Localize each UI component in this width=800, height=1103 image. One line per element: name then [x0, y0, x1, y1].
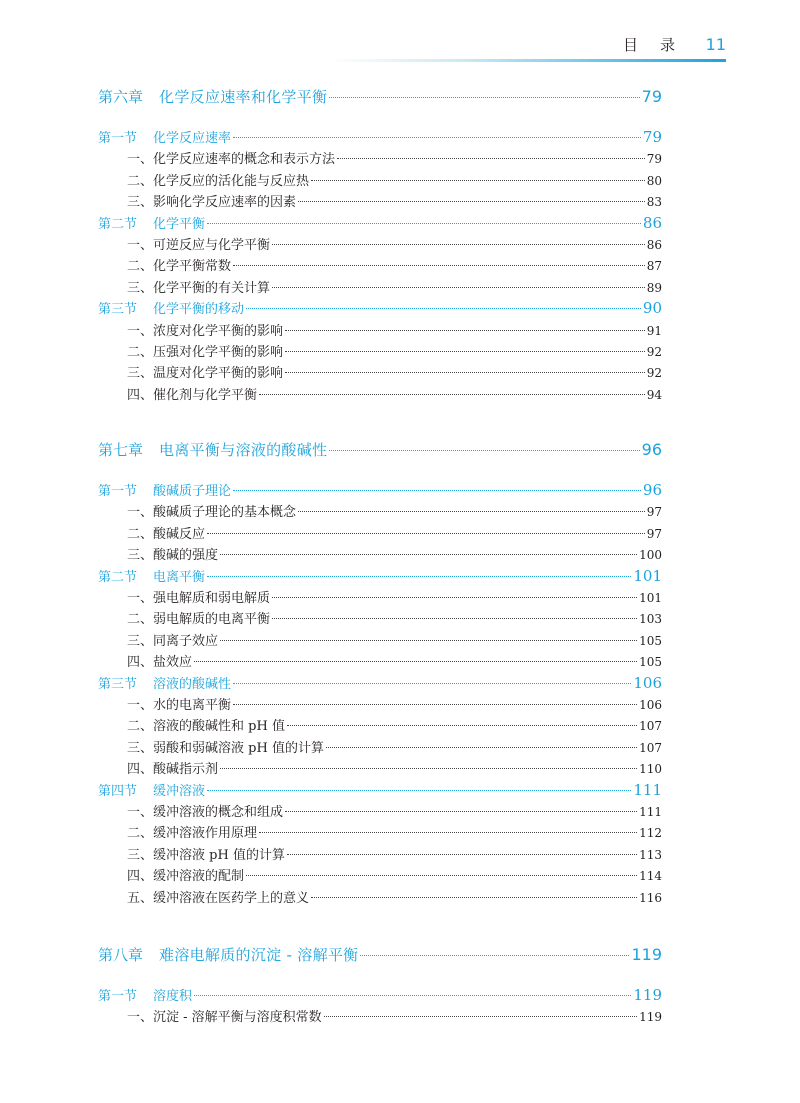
chapter-entry-page-number: 96 [641, 440, 662, 459]
dot-leader [272, 244, 645, 245]
toc-item-page-number: 111 [639, 805, 662, 819]
toc-item-page-number: 103 [639, 612, 662, 627]
toc-item[interactable] [127, 887, 662, 906]
page-header [0, 0, 800, 70]
toc-item-title: 缓冲溶液作用原理 [153, 826, 258, 842]
section-entry-page-number: 86 [642, 213, 662, 232]
section-entry-number: 第一节 [98, 989, 138, 1004]
section-entry-title: 溶液的酸碱性 [153, 676, 232, 692]
toc-item-page-number: 107 [639, 740, 662, 755]
toc-item[interactable] [127, 501, 662, 520]
section-entry-page-number: 96 [642, 481, 662, 499]
dot-leader [329, 97, 639, 98]
header-title: 目录 [622, 36, 697, 54]
toc-item[interactable] [127, 544, 662, 563]
section-entry-page-number: 106 [633, 673, 662, 692]
dot-leader [207, 790, 631, 791]
section-entry[interactable] [98, 213, 662, 232]
toc-item-title: 酸碱的强度 [153, 548, 219, 564]
dot-leader [272, 287, 645, 288]
toc-item-page-number: 110 [639, 762, 662, 777]
section-entry-number: 第三节 [98, 676, 138, 692]
toc-item-page-number: 119 [639, 1010, 662, 1025]
section-entry[interactable] [98, 298, 662, 317]
toc-item[interactable] [127, 844, 662, 863]
chapter-entry-number: 第六章 [98, 88, 144, 106]
section-entry[interactable] [98, 673, 662, 692]
toc-item-page-number: 97 [646, 526, 662, 541]
toc-item[interactable] [127, 651, 662, 670]
toc-item-title: 溶液的酸碱性和 pH 值 [153, 719, 285, 735]
section-entry[interactable] [98, 780, 662, 799]
toc-item-title: 酸碱指示剂 [153, 762, 219, 778]
dot-leader [287, 725, 637, 726]
dot-leader [220, 554, 637, 555]
toc-item-title: 缓冲溶液的概念和组成 [153, 805, 284, 820]
toc-item[interactable] [127, 608, 662, 627]
dot-leader [220, 768, 637, 769]
section-entry[interactable] [98, 985, 662, 1004]
header-page-number: 11 [705, 35, 726, 54]
toc-item-title: 缓冲溶液的配制 [153, 869, 245, 885]
section-entry[interactable] [98, 127, 662, 146]
dot-leader [285, 351, 645, 352]
toc-item[interactable] [127, 801, 662, 820]
toc-item-title: 盐效应 [153, 655, 193, 671]
dot-leader [298, 511, 645, 512]
chapter-entry-page-number: 79 [641, 87, 662, 106]
toc-item-page-number: 91 [646, 323, 662, 338]
chapter-entry[interactable] [98, 944, 662, 965]
toc-item-number: 二、 [127, 719, 154, 735]
toc-item-number: 四、 [127, 387, 154, 403]
toc-item-number: 二、 [127, 173, 154, 189]
toc-item-page-number: 105 [639, 633, 662, 648]
section-entry-title: 化学平衡的移动 [153, 302, 245, 318]
dot-leader [233, 704, 637, 705]
section-entry-number: 第二节 [98, 216, 138, 232]
section-entry-title: 酸碱质子理论 [153, 484, 232, 499]
toc-item-number: 二、 [127, 612, 154, 628]
dot-leader [220, 640, 637, 641]
section-entry-number: 第三节 [98, 302, 138, 318]
dot-leader [298, 201, 645, 202]
toc-item-number: 三、 [127, 195, 154, 211]
toc-item-page-number: 97 [646, 505, 662, 520]
dot-leader [246, 308, 641, 309]
toc-item-title: 强电解质和弱电解质 [153, 591, 271, 606]
toc-item-number: 一、 [127, 323, 154, 339]
section-entry-title: 缓冲溶液 [153, 783, 206, 799]
toc-item[interactable] [127, 255, 662, 274]
toc-item-page-number: 92 [646, 345, 662, 359]
toc-item[interactable] [127, 148, 662, 167]
toc-item-title: 影响化学反应速率的因素 [153, 195, 297, 211]
toc-item-number: 二、 [127, 345, 154, 360]
toc-item-number: 一、 [127, 591, 154, 606]
toc-item-page-number: 114 [639, 869, 662, 884]
toc-item-number: 一、 [127, 505, 154, 521]
toc-item-title: 缓冲溶液 pH 值的计算 [153, 847, 285, 863]
section-entry-number: 第四节 [98, 783, 138, 799]
dot-leader [233, 137, 641, 138]
toc-item-page-number: 83 [646, 195, 662, 210]
toc-item[interactable] [127, 341, 662, 360]
toc-item-title: 同离子效应 [153, 633, 219, 649]
header-rule [330, 59, 726, 62]
dot-leader [259, 394, 645, 395]
toc-item-number: 二、 [127, 526, 154, 542]
section-entry-title: 化学反应速率 [153, 131, 232, 146]
toc-item[interactable] [127, 822, 662, 841]
toc-item-title: 催化剂与化学平衡 [153, 387, 258, 403]
toc-item-page-number: 106 [639, 698, 662, 712]
toc-item-title: 温度对化学平衡的影响 [153, 366, 284, 382]
chapter-entry-title: 电离平衡与溶液的酸碱性 [159, 441, 328, 459]
toc-item[interactable] [127, 737, 662, 756]
dot-leader [285, 372, 645, 373]
section-entry-number: 第二节 [98, 569, 138, 585]
dot-leader [207, 223, 641, 224]
dot-leader [337, 158, 645, 159]
toc-item-page-number: 105 [639, 655, 662, 670]
chapter-entry-title: 难溶电解质的沉淀 - 溶解平衡 [159, 946, 359, 964]
toc-item[interactable] [127, 384, 662, 403]
toc-item-page-number: 107 [639, 719, 662, 734]
toc-item-title: 水的电离平衡 [153, 698, 232, 713]
chapter-entry[interactable] [98, 439, 662, 460]
toc-item-number: 一、 [127, 698, 154, 713]
toc-item[interactable] [127, 277, 662, 296]
toc-item-page-number: 86 [646, 238, 662, 252]
section-entry-number: 第一节 [98, 131, 138, 146]
toc-item-page-number: 79 [646, 152, 662, 167]
toc-item-number: 三、 [127, 548, 154, 564]
section-entry-title: 电离平衡 [153, 569, 206, 585]
toc-item[interactable] [127, 694, 662, 713]
section-entry-page-number: 79 [642, 128, 662, 146]
toc-item-number: 三、 [127, 847, 154, 863]
chapter-entry-number: 第七章 [98, 441, 144, 459]
dot-leader [329, 450, 639, 451]
section-entry-page-number: 101 [633, 566, 662, 585]
dot-leader [287, 854, 637, 855]
toc-item-number: 一、 [127, 1010, 154, 1026]
dot-leader [233, 265, 645, 266]
toc-item-page-number: 112 [639, 826, 662, 841]
toc-item[interactable] [127, 865, 662, 884]
toc-item-title: 化学平衡的有关计算 [153, 280, 271, 296]
toc-item[interactable] [127, 191, 662, 210]
toc-item-page-number: 101 [639, 591, 662, 605]
toc-item[interactable] [127, 234, 662, 253]
toc-item-title: 化学反应的活化能与反应热 [153, 173, 310, 189]
toc-item-number: 四、 [127, 762, 154, 778]
toc-item-number: 三、 [127, 740, 154, 756]
toc-item-number: 四、 [127, 869, 154, 885]
toc-item-number: 二、 [127, 826, 154, 842]
dot-leader [233, 490, 641, 491]
chapter-entry-page-number: 119 [631, 945, 662, 964]
chapter-entry[interactable] [98, 86, 662, 107]
toc-item-title: 压强对化学平衡的影响 [153, 345, 284, 360]
toc-item-page-number: 100 [639, 548, 662, 563]
toc-item-page-number: 80 [646, 173, 662, 188]
toc-item-title: 酸碱反应 [153, 526, 206, 542]
dot-leader [246, 875, 637, 876]
section-entry-page-number: 119 [633, 986, 662, 1004]
toc-item-page-number: 94 [646, 387, 662, 402]
dot-leader [194, 995, 631, 996]
dot-leader [285, 330, 645, 331]
dot-leader [233, 683, 631, 684]
toc-item-title: 可逆反应与化学平衡 [153, 238, 271, 253]
section-entry-page-number: 90 [642, 299, 662, 318]
toc-item[interactable] [127, 362, 662, 381]
chapter-entry-number: 第八章 [98, 946, 144, 964]
toc-item-title: 弱酸和弱碱溶液 pH 值的计算 [153, 740, 324, 756]
toc-item[interactable] [127, 170, 662, 189]
dot-leader [285, 811, 637, 812]
toc-item[interactable] [127, 715, 662, 734]
toc-item-page-number: 92 [646, 366, 662, 381]
toc-item-title: 缓冲溶液在医药学上的意义 [153, 890, 310, 906]
toc-item-number: 三、 [127, 366, 154, 382]
toc-item[interactable] [127, 630, 662, 649]
dot-leader [311, 897, 637, 898]
chapter-entry-title: 化学反应速率和化学平衡 [159, 88, 328, 106]
toc-item-number: 一、 [127, 152, 154, 168]
dot-leader [324, 1016, 637, 1017]
dot-leader [272, 618, 637, 619]
toc-item-page-number: 113 [639, 847, 662, 862]
toc-item-title: 沉淀 - 溶解平衡与溶度积常数 [153, 1010, 322, 1026]
toc-item-title: 酸碱质子理论的基本概念 [153, 505, 297, 521]
toc-item-page-number: 116 [639, 890, 662, 905]
dot-leader [194, 661, 637, 662]
toc-item[interactable] [127, 1006, 662, 1025]
section-entry-number: 第一节 [98, 484, 138, 499]
toc-item[interactable] [127, 523, 662, 542]
toc-item-number: 三、 [127, 633, 154, 649]
section-entry-page-number: 111 [633, 780, 662, 799]
dot-leader [326, 747, 637, 748]
toc-item-title: 化学反应速率的概念和表示方法 [153, 152, 336, 168]
toc-item-title: 化学平衡常数 [153, 259, 232, 275]
dot-leader [259, 832, 637, 833]
toc-item-title: 浓度对化学平衡的影响 [153, 323, 284, 339]
toc-item-number: 五、 [127, 890, 154, 906]
dot-leader [360, 955, 629, 956]
section-entry[interactable] [98, 480, 662, 499]
toc-item[interactable] [127, 587, 662, 606]
section-entry[interactable] [98, 566, 662, 585]
toc-item-title: 弱电解质的电离平衡 [153, 612, 271, 628]
toc-item-number: 二、 [127, 259, 154, 275]
section-entry-title: 溶度积 [153, 989, 193, 1004]
toc-item[interactable] [127, 758, 662, 777]
dot-leader [207, 576, 631, 577]
toc-item-page-number: 87 [646, 259, 662, 274]
toc-item-number: 三、 [127, 280, 154, 296]
toc-item-page-number: 89 [646, 280, 662, 295]
toc-item[interactable] [127, 320, 662, 339]
section-entry-title: 化学平衡 [153, 216, 206, 232]
dot-leader [311, 180, 645, 181]
toc-item-number: 一、 [127, 805, 154, 820]
dot-leader [272, 597, 637, 598]
toc-item-number: 四、 [127, 655, 154, 671]
dot-leader [207, 533, 645, 534]
toc-item-number: 一、 [127, 238, 154, 253]
